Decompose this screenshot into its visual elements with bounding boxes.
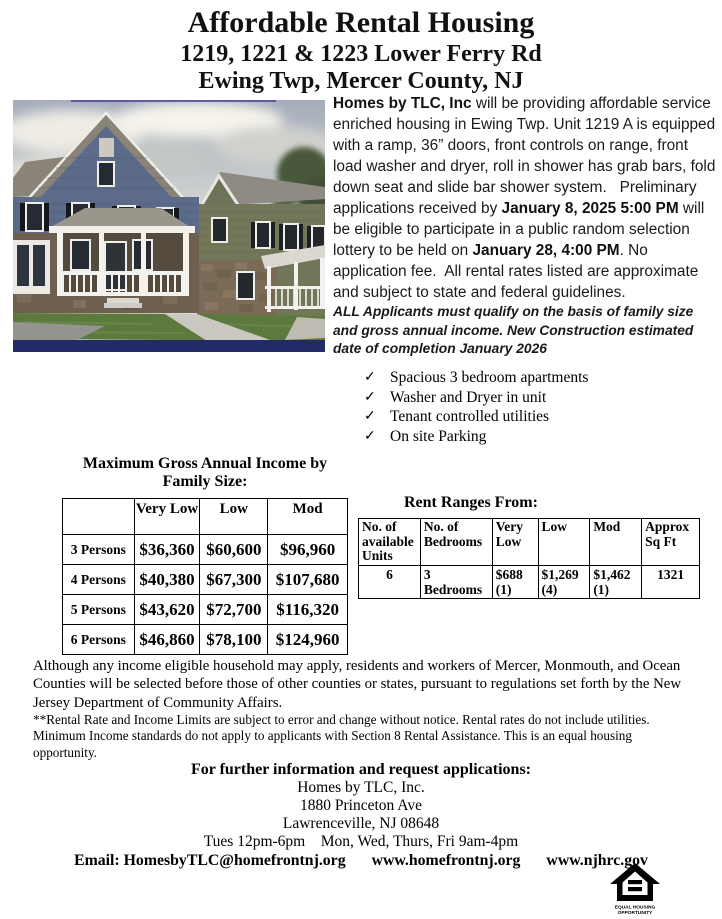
approx-sqft: 1321 bbox=[642, 565, 700, 598]
email-text: Email: HomesbyTLC@homefrontnj.org bbox=[74, 852, 346, 869]
feature-label: Washer and Dryer in unit bbox=[390, 388, 547, 406]
intro-text-1: will be providing affordable service enriched housing in Ewing Twp. Unit 1219 A is equipped with a ramp, 36” doors, front controls on range, front load washer and dryer, roll in shower has grab bars, fold down seat and slide bar shower system. Preliminary applications received by bbox=[333, 95, 720, 217]
website-homefront: www.homefrontnj.org bbox=[371, 852, 521, 869]
income-header-low: Low bbox=[200, 499, 268, 535]
eho-text-line2: OPPORTUNITY bbox=[617, 911, 653, 916]
intro-paragraph bbox=[333, 93, 721, 359]
table-row bbox=[63, 565, 348, 595]
equal-housing-logo bbox=[608, 862, 662, 919]
income-value: $67,300 bbox=[200, 565, 268, 595]
table-row bbox=[359, 565, 700, 598]
income-value: $107,680 bbox=[268, 565, 348, 595]
household-size: 3 Persons bbox=[63, 535, 135, 565]
list-item bbox=[364, 388, 588, 408]
income-value: $40,380 bbox=[134, 565, 200, 595]
street-address-title: 1219, 1221 & 1223 Lower Ferry Rd bbox=[180, 41, 542, 67]
eligibility-note: Although any income eligible household may apply, residents and workers of Mercer, Monmouth, and Ocean Counties will be selected before those of other counties or states, pursuant to regulations set forth by the New Jersey Department of Community Affairs. bbox=[33, 658, 682, 711]
rent-table-title: Rent Ranges From: bbox=[404, 494, 538, 511]
office-hours: Tues 12pm-6pm Mon, Wed, Thurs, Fri 9am-4pm bbox=[203, 833, 519, 850]
checkmark-icon: ✓ bbox=[364, 389, 376, 405]
household-size: 5 Persons bbox=[63, 595, 135, 625]
household-size: 6 Persons bbox=[63, 625, 135, 655]
income-value: $43,620 bbox=[134, 595, 200, 625]
checkmark-icon: ✓ bbox=[364, 428, 376, 444]
title-block bbox=[0, 5, 722, 95]
feature-label: Spacious 3 bedroom apartments bbox=[390, 369, 589, 386]
rent-table bbox=[358, 518, 700, 599]
rent-header-units: No. of available Units bbox=[359, 519, 421, 566]
contact-heading: For further information and request applications: bbox=[190, 761, 531, 778]
disclaimer-note: **Rental Rate and Income Limits are subject to error and change without notice. Rental rates do not include utilities. Minimum Income standards do not apply to applicants with Section 8 Rental Assistance. This is an equal housing opportunity. bbox=[33, 711, 650, 761]
income-value: $72,700 bbox=[200, 595, 268, 625]
municipality-title: Ewing Twp, Mercer County, NJ bbox=[198, 68, 524, 94]
rent-low: $1,269 (4) bbox=[538, 565, 590, 598]
checkmark-icon: ✓ bbox=[364, 409, 376, 424]
intro-text-2: will be eligible to participate in a public random selection lottery to be held on bbox=[333, 200, 709, 259]
income-header-very-low: Very Low bbox=[134, 499, 200, 535]
table-row bbox=[63, 535, 348, 565]
list-item bbox=[364, 407, 588, 427]
table-row bbox=[63, 595, 348, 625]
list-item bbox=[364, 427, 588, 447]
units-available: 6 bbox=[359, 565, 421, 598]
lottery-date: January 28, 4:00 PM bbox=[472, 242, 620, 259]
rent-section bbox=[358, 494, 700, 599]
houses-photo-illustration bbox=[13, 100, 325, 352]
income-value: $60,600 bbox=[200, 535, 268, 565]
income-value: $78,100 bbox=[200, 625, 268, 655]
income-value: $96,960 bbox=[268, 535, 348, 565]
income-value: $46,860 bbox=[134, 625, 200, 655]
notes-block bbox=[33, 657, 699, 762]
rent-header-low: Low bbox=[538, 519, 590, 566]
rent-mod: $1,462 (1) bbox=[590, 565, 642, 598]
contact-block bbox=[0, 760, 722, 870]
income-header-blank bbox=[63, 499, 135, 535]
rent-header-bedrooms: No. of Bedrooms bbox=[420, 519, 492, 566]
qualification-note: ALL Applicants must qualify on the basis of family size and gross annual income. New Construction estimated date of completion January 2026 bbox=[333, 304, 698, 356]
income-value: $116,320 bbox=[268, 595, 348, 625]
website-njhrc: www.njhrc.gov bbox=[546, 852, 648, 869]
rent-header-sqft: Approx Sq Ft bbox=[642, 519, 700, 566]
income-table bbox=[62, 498, 348, 655]
income-header-mod: Mod bbox=[268, 499, 348, 535]
feature-list bbox=[364, 368, 588, 446]
list-item bbox=[364, 368, 588, 388]
income-section bbox=[62, 455, 348, 655]
page-title: Affordable Rental Housing bbox=[187, 6, 535, 39]
rent-header-mod: Mod bbox=[590, 519, 642, 566]
table-row bbox=[63, 625, 348, 655]
income-table-title: Maximum Gross Annual Income by Family Size: bbox=[82, 455, 328, 490]
org-name: Homes by TLC, Inc. bbox=[297, 779, 425, 796]
property-photo bbox=[13, 100, 325, 352]
rent-header-very-low: Very Low bbox=[492, 519, 538, 566]
org-name-bold: Homes by TLC, Inc bbox=[333, 95, 472, 112]
city-state-zip: Lawrenceville, NJ 08648 bbox=[282, 815, 440, 832]
eho-text-line1: EQUAL HOUSING bbox=[614, 905, 656, 911]
feature-label: Tenant controlled utilities bbox=[390, 408, 550, 425]
income-value: $36,360 bbox=[134, 535, 200, 565]
household-size: 4 Persons bbox=[63, 565, 135, 595]
feature-label: On site Parking bbox=[390, 427, 487, 445]
rent-very-low: $688 (1) bbox=[492, 565, 538, 598]
intro-text-3: . No application fee. All rental rates listed are approximate and subject to state and federal guidelines. bbox=[333, 242, 703, 301]
checkmark-icon: ✓ bbox=[364, 370, 376, 385]
deadline-date: January 8, 2025 5:00 PM bbox=[501, 200, 679, 217]
equal-housing-icon bbox=[608, 862, 662, 918]
street-address: 1880 Princeton Ave bbox=[300, 797, 422, 814]
income-value: $124,960 bbox=[268, 625, 348, 655]
bedroom-count: 3 Bedrooms bbox=[420, 565, 492, 598]
